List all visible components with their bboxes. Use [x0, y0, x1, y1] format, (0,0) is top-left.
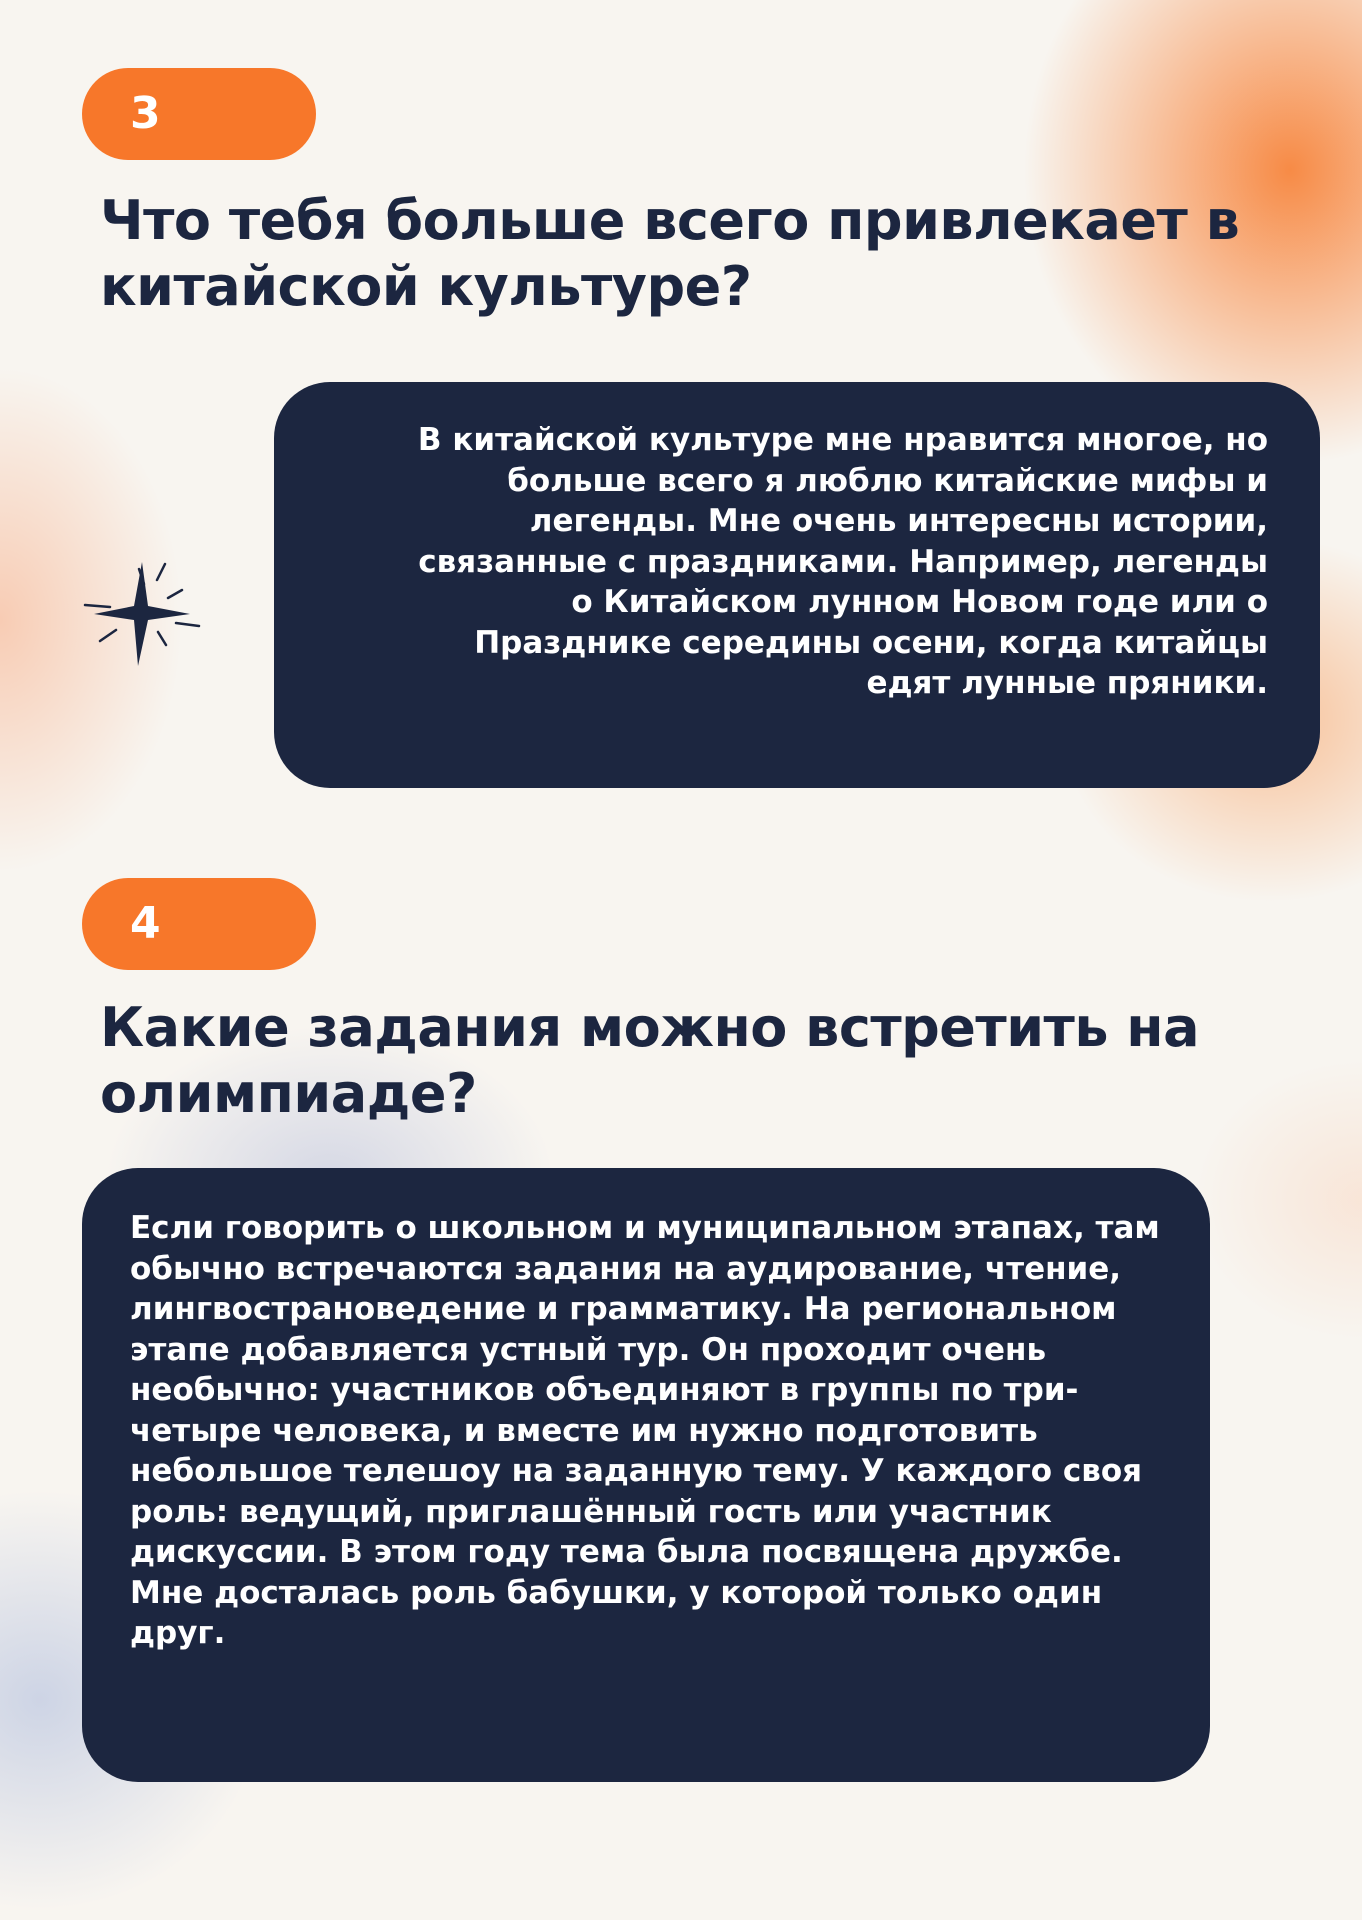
- question-heading: Что тебя больше всего привлекает в китайской культуре?: [100, 189, 1240, 318]
- question-number-badge: 4: [82, 878, 316, 970]
- answer-card: [274, 382, 1320, 788]
- answer-text: В китайской культуре мне нравится многое, но больше всего я люблю китайские мифы и легенды. Мне очень интересны истории, связанные с праздниками. Например, легенды о Китайском лунном Новом годе или о Празднике середины осени, когда китайцы едят лунные пряники.: [417, 422, 1268, 701]
- answer-card: [82, 1168, 1210, 1782]
- sparkle-icon: [80, 560, 206, 668]
- question-heading: Какие задания можно встретить на олимпиаде?: [100, 996, 1200, 1125]
- question-number-badge: 3: [82, 68, 316, 160]
- answer-text: Если говорить о школьном и муниципальном этапах, там обычно встречаются задания на аудирование, чтение, лингвострановедение и грамматику. На региональном этапе добавляется устный тур. Он проходит очень необычно: участников объединяют в группы по три-четыре человека, и вместе им нужно подготовить небольшое телешоу на заданную тему. У каждого своя роль: ведущий, приглашённый гость или участник дискуссии. В этом году тема была посвящена дружбе. Мне досталась роль бабушки, у которой только один друг.: [130, 1210, 1160, 1651]
